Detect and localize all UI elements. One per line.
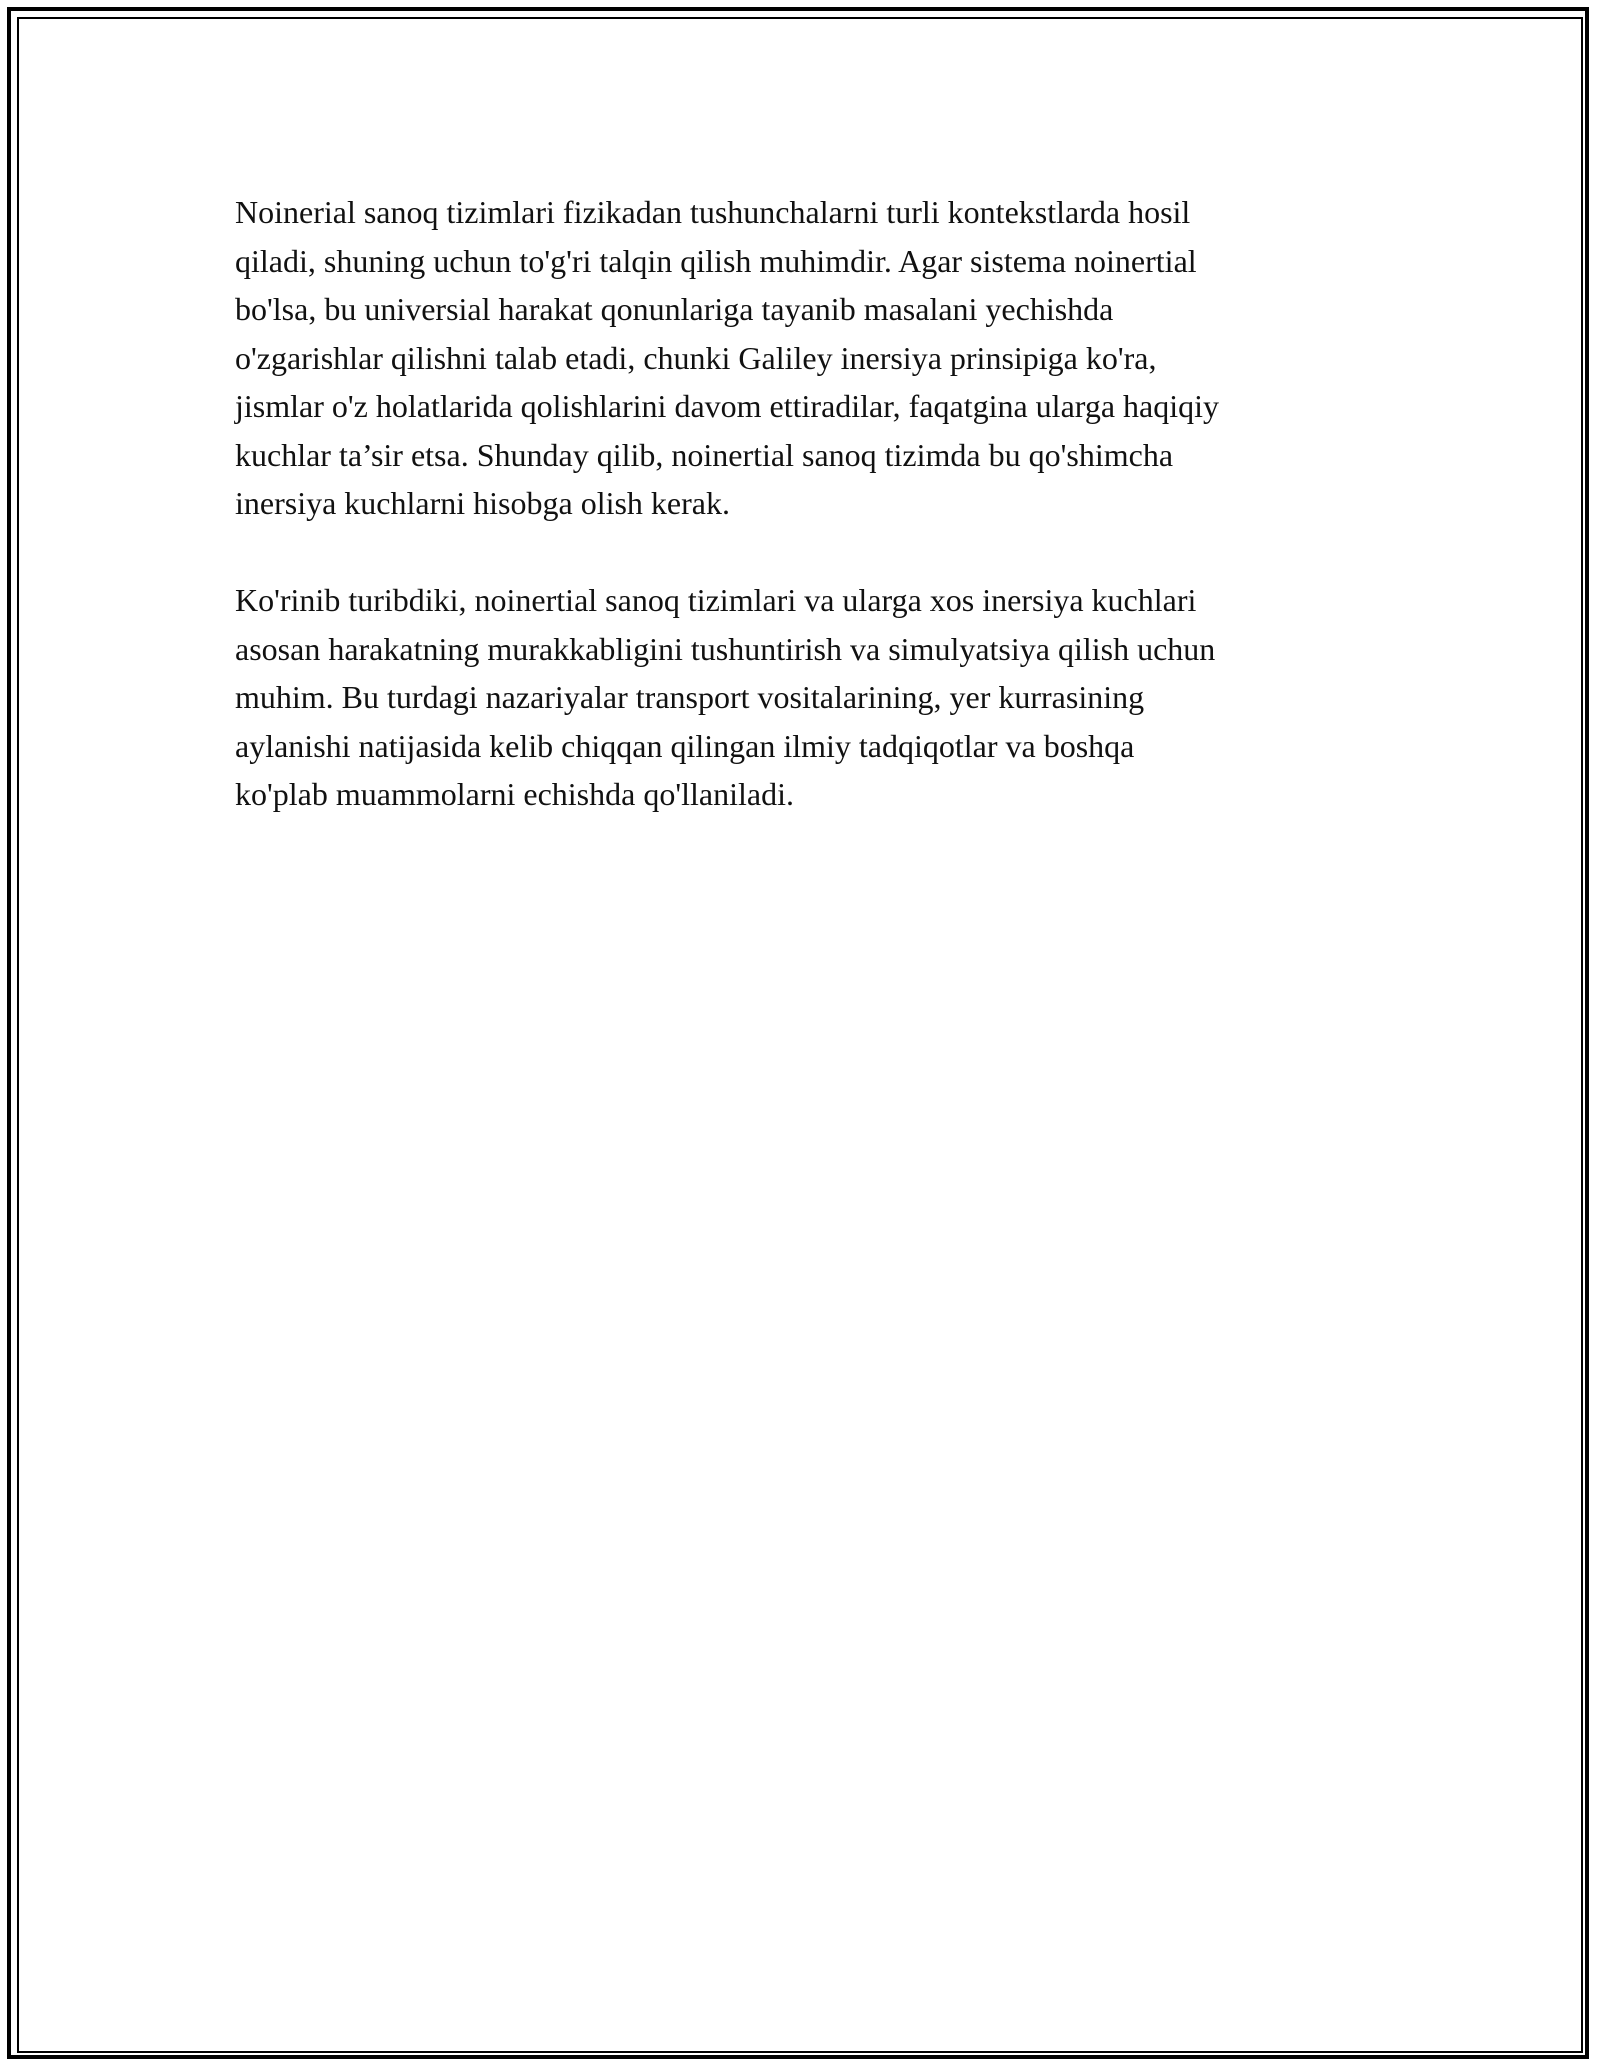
paragraph-1: Noinerial sanoq tizimlari fizikadan tushunchalarni turli kontekstlarda hosil qiladi, shuning uchun to'g'ri talqin qilish muhimdir. Agar sistema noinertial bo'lsa, bu universial harakat qonunlariga tayanib masalani yechishda o'zgarishlar qilishni talab etadi, chunki Galiley inersiya prinsipiga ko'ra, jismlar o'z holatlarida qolishlarini davom ettiradilar, faqatgina ularga haqiqiy kuchlar ta’sir etsa. Shunday qilib, noinertial sanoq tizimda bu qo'shimcha inersiya kuchlarni hisobga olish kerak. xyxy=(235,194,1220,521)
document-body xyxy=(235,188,1355,867)
paragraph-2: Ko'rinib turibdiki, noinertial sanoq tizimlari va ularga xos inersiya kuchlari asosan harakatning murakkabligini tushuntirish va simulyatsiya qilish uchun muhim. Bu turdagi nazariyalar transport vositalarining, yer kurrasining aylanishi natijasida kelib chiqqan qilingan ilmiy tadqiqotlar va boshqa ko'plab muammolarni echishda qo'llaniladi. xyxy=(235,582,1216,812)
